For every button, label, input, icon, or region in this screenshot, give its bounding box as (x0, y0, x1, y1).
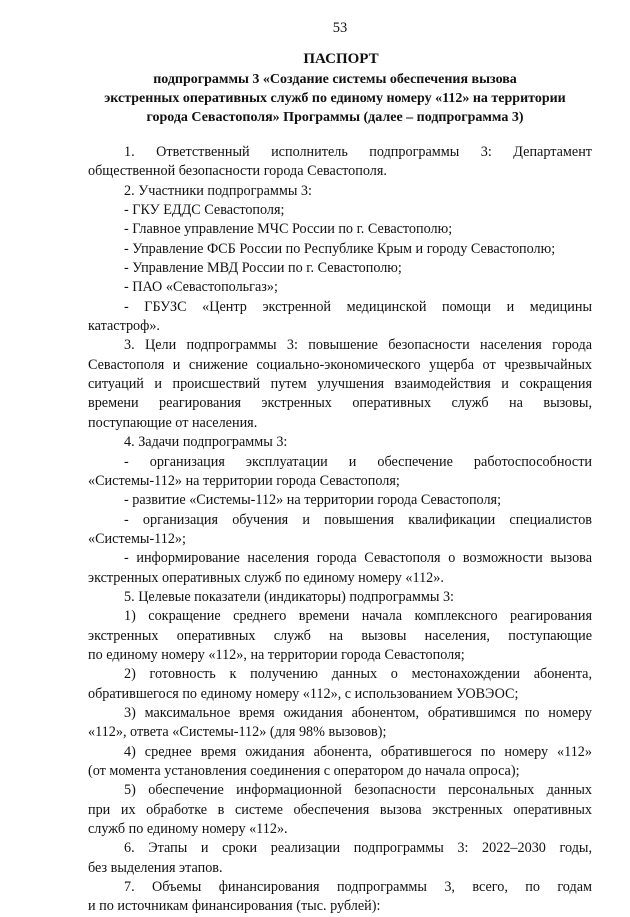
paragraph-line: «Системы-112» на территории города Севастополя; (88, 472, 400, 489)
paragraph (88, 704, 592, 743)
subtitle-line: города Севастополя» Программы (далее – подпрограмма 3) (146, 110, 524, 125)
paragraph (88, 143, 592, 182)
paragraph-line: и по источникам финансирования (тыс. рублей): (88, 898, 381, 915)
paragraph-line: 2. Участники подпрограммы 3: (124, 182, 312, 199)
paragraph-line: времени реагирования экстренных оперативных служб на вызовы, (88, 395, 592, 412)
paragraph (88, 298, 592, 337)
paragraph-line: без выделения этапов. (88, 859, 223, 876)
paragraph (88, 665, 592, 704)
paragraph-line: - организация эксплуатации и обеспечение работоспособности (124, 453, 592, 470)
paragraph-line: обратившегося по единому номеру «112», с использованием УОВЭОС; (88, 685, 519, 702)
document-subtitle (66, 70, 604, 127)
paragraph-line: - развитие «Системы-112» на территории города Севастополя; (124, 492, 502, 509)
paragraph-line: поступающие от населения. (88, 414, 258, 431)
paragraph-line: общественной безопасности города Севастополя. (88, 163, 387, 180)
paragraph-line: катастроф». (88, 318, 160, 335)
paragraph-line: ситуаций и происшествий путем улучшения взаимодействия и сокращения (88, 376, 592, 393)
paragraph-line: - ПАО «Севастопольгаз»; (124, 279, 278, 296)
paragraph (88, 588, 592, 607)
paragraph-line: - информирование населения города Севастополя о возможности вызова (124, 550, 592, 567)
paragraph (88, 491, 592, 510)
paragraph (88, 336, 592, 433)
paragraph-line: при их обработке в системе обеспечения вызова экстренных оперативных (88, 801, 592, 818)
paragraph-line: экстренных оперативных служб по единому номеру «112». (88, 569, 444, 586)
paragraph-line: экстренных оперативных служб на вызовы населения, поступающие (88, 627, 592, 644)
subtitle-line: подпрограммы 3 «Создание системы обеспечения вызова (153, 72, 517, 87)
paragraph-line: 4) среднее время ожидания абонента, обратившегося по номеру «112» (124, 743, 592, 760)
paragraph (88, 433, 592, 452)
paragraph-line: - Управление ФСБ России по Республике Крым и городу Севастополю; (124, 240, 556, 257)
paragraph-line: 2) готовность к получению данных о местонахождении абонента, (124, 666, 592, 683)
paragraph (88, 549, 592, 588)
paragraph-line: 6. Этапы и сроки реализации подпрограммы 3: 2022–2030 годы, (124, 840, 592, 857)
document-title: ПАСПОРТ (303, 51, 379, 67)
paragraph (88, 511, 592, 550)
paragraph-line: «112», ответа «Системы-112» (для 98% вызовов); (88, 724, 387, 741)
paragraph (88, 259, 592, 278)
paragraph-line: 3) максимальное время ожидания абонентом, обратившимся по номеру (124, 704, 592, 721)
paragraph-line: Севастополя и снижение социально-экономического ущерба от чрезвычайных (88, 356, 592, 373)
paragraph-line: - Управление МВД России по г. Севастополю; (124, 260, 402, 277)
paragraph-line: 5) обеспечение информационной безопасности персональных данных (124, 782, 592, 799)
paragraph (88, 220, 592, 239)
paragraph-line: - Главное управление МЧС России по г. Севастополю; (124, 221, 453, 238)
paragraph-line: (от момента установления соединения с оператором до начала опроса); (88, 763, 520, 779)
paragraph (88, 182, 592, 201)
paragraph-line: 5. Целевые показатели (индикаторы) подпрограммы 3: (124, 588, 454, 605)
paragraph-line: 4. Задачи подпрограммы 3: (124, 434, 288, 451)
paragraph-line: служб по единому номеру «112». (88, 821, 288, 838)
paragraph (88, 240, 592, 259)
document-body (88, 143, 592, 917)
paragraph (88, 839, 592, 878)
paragraph-line: 3. Цели подпрограммы 3: повышение безопасности населения города (124, 337, 592, 354)
paragraph-line: 7. Объемы финансирования подпрограммы 3, всего, по годам (124, 879, 592, 896)
paragraph-line: по единому номеру «112», на территории города Севастополя; (88, 646, 465, 663)
paragraph-line: «Системы-112»; (88, 530, 186, 547)
paragraph (88, 781, 592, 839)
paragraph-line: - ГБУЗС «Центр экстренной медицинской помощи и медицины (124, 298, 592, 315)
paragraph (88, 607, 592, 665)
subtitle-line: экстренных оперативных служб по единому номеру «112» на территории (104, 91, 566, 106)
paragraph (88, 743, 592, 782)
paragraph (88, 201, 592, 220)
paragraph-line: - ГКУ ЕДДС Севастополя; (124, 202, 285, 219)
paragraph (88, 278, 592, 297)
paragraph (88, 453, 592, 492)
paragraph-line: 1. Ответственный исполнитель подпрограммы 3: Департамент (124, 144, 592, 160)
paragraph-line: - организация обучения и повышения квалификации специалистов (124, 511, 592, 528)
paragraph (88, 878, 592, 917)
page-number: 53 (332, 20, 348, 36)
paragraph-line: 1) сокращение среднего времени начала комплексного реагирования (124, 608, 592, 625)
